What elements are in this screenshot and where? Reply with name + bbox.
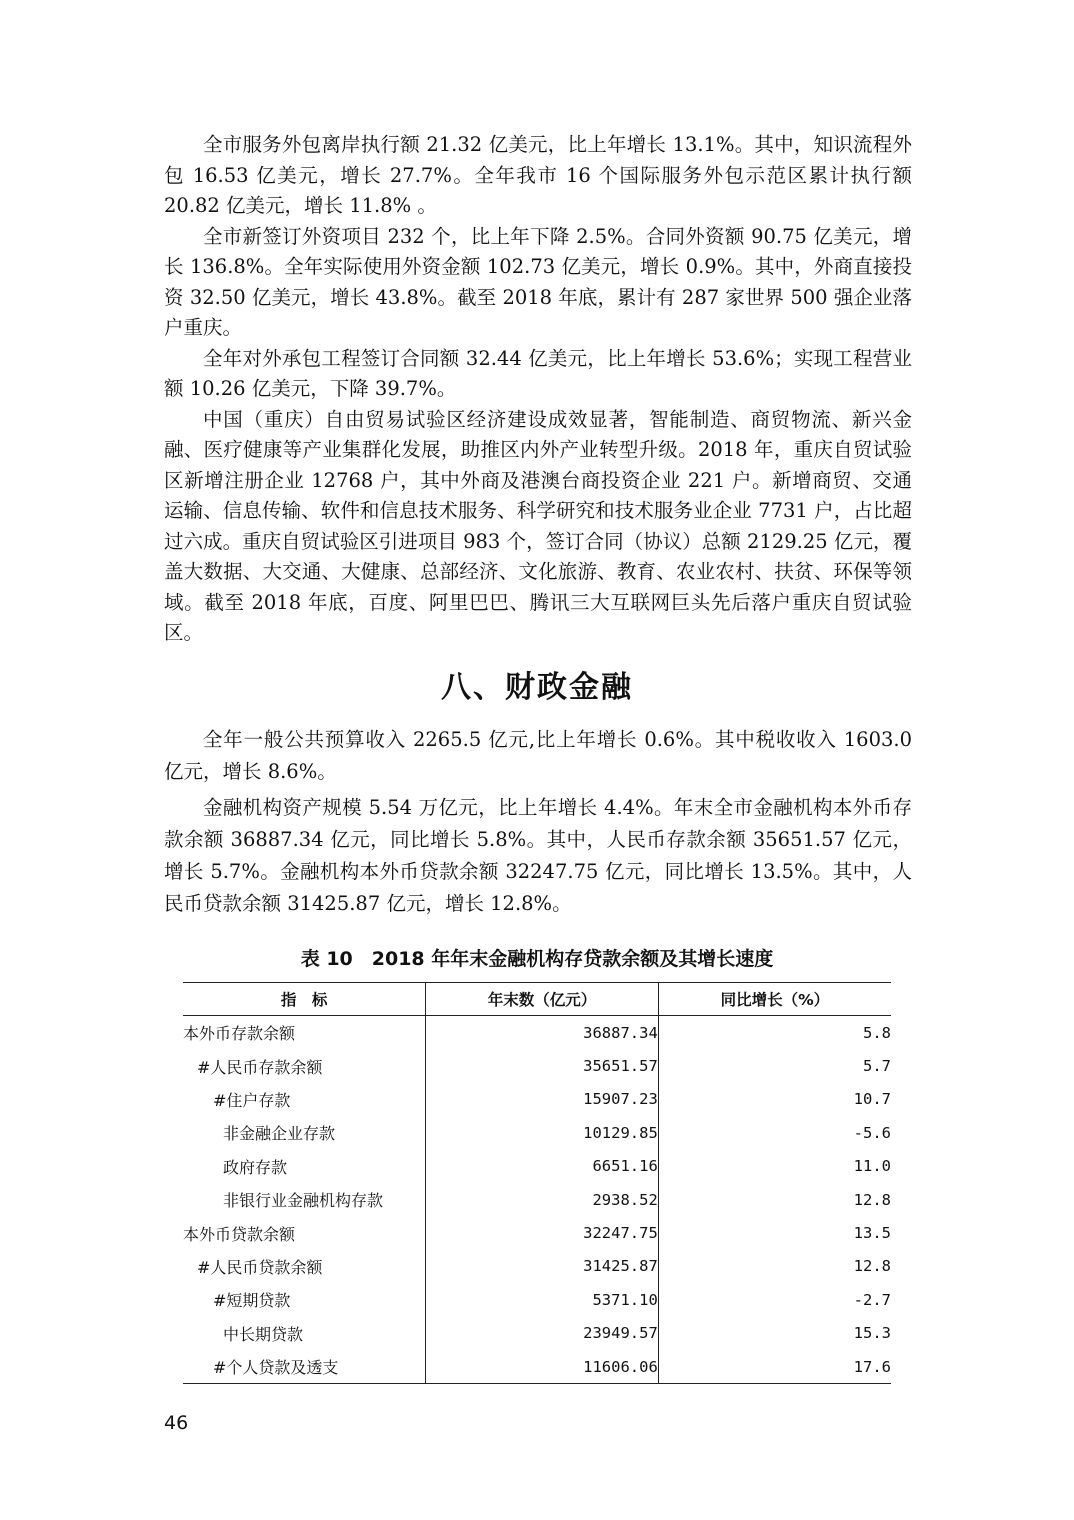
row-value: 10129.85 [426, 1116, 659, 1149]
row-label: #人民币存款余额 [197, 1057, 323, 1077]
section-heading: 八、财政金融 [441, 670, 633, 705]
paragraph-financial-institutions: 金融机构资产规模 5.54 万亿元，比上年增长 4.4%。年末全市金融机构本外币存款余额 36887.34 亿元，同比增长 5.8%。其中，人民币存款余额 35651.57 亿元，增长 5.7%。金融机构本外币贷款余额 32247.75 亿元，同比增长 13.5%。其中，人民币贷款余额 31425.87 亿元，增长 12.8%。 [164, 796, 912, 915]
row-label: 非金融企业存款 [223, 1124, 336, 1144]
row-growth: 15.3 [658, 1317, 891, 1350]
row-label: #个人贷款及透支 [183, 1350, 426, 1384]
row-label: 本外币存款余额 [183, 1024, 296, 1044]
row-value: 6651.16 [426, 1150, 659, 1183]
row-value: 2938.52 [426, 1183, 659, 1216]
row-growth: 11.0 [658, 1150, 891, 1183]
finance-section-text [164, 724, 912, 924]
row-label: #人民币贷款余额 [197, 1257, 323, 1277]
table-row [183, 1216, 891, 1249]
row-growth: 10.7 [658, 1083, 891, 1116]
row-value: 35651.57 [426, 1049, 659, 1082]
paragraph-overseas-contracting: 全年对外承包工程签订合同额 32.44 亿美元，比上年增长 53.6%；实现工程营业额 10.26 亿美元，下降 39.7%。 [164, 346, 912, 400]
table-row [183, 1049, 891, 1082]
row-value: 31425.87 [426, 1250, 659, 1283]
row-value: 5371.10 [426, 1283, 659, 1316]
row-label: 非银行业金融机构存款 [223, 1191, 384, 1211]
row-growth: 5.8 [658, 1016, 891, 1050]
table-row [183, 1016, 891, 1050]
header-year-end-value: 年末数（亿元） [426, 983, 659, 1016]
page-number: 46 [164, 1412, 189, 1434]
table-row [183, 1083, 891, 1116]
row-growth: 17.6 [658, 1350, 891, 1384]
row-growth: -5.6 [658, 1116, 891, 1149]
header-indicator: 指 标 [183, 983, 426, 1016]
table-header-row [183, 983, 891, 1016]
table-row [183, 1250, 891, 1283]
row-value: 15907.23 [426, 1083, 659, 1116]
row-growth: 12.8 [658, 1183, 891, 1216]
row-growth: 5.7 [658, 1049, 891, 1082]
paragraph-budget-revenue: 全年一般公共预算收入 2265.5 亿元,比上年增长 0.6%。其中税收收入 1603.0 亿元，增长 8.6%。 [164, 728, 912, 783]
deposits-loans-table [183, 982, 891, 1384]
row-label: #住户存款 [213, 1090, 291, 1110]
row-growth: 12.8 [658, 1250, 891, 1283]
table-caption: 表 10 2018 年年末金融机构存贷款余额及其增长速度 [300, 948, 774, 970]
row-value: 23949.57 [426, 1317, 659, 1350]
table-row [183, 1283, 891, 1316]
row-value: 36887.34 [426, 1016, 659, 1050]
paragraph-service-outsourcing: 全市服务外包离岸执行额 21.32 亿美元，比上年增长 13.1%。其中，知识流程外包 16.53 亿美元，增长 27.7%。全年我市 16 个国际服务外包示范区累计执行额 20.82 亿美元，增长 11.8% 。 [164, 133, 912, 217]
row-label: 中长期贷款 [223, 1324, 304, 1344]
table-row [183, 1317, 891, 1350]
row-growth: 13.5 [658, 1216, 891, 1249]
row-growth: -2.7 [658, 1283, 891, 1316]
table-row [183, 1183, 891, 1216]
table-row [183, 1150, 891, 1183]
header-growth-rate: 同比增长（%） [658, 983, 891, 1016]
row-value: 32247.75 [426, 1216, 659, 1249]
paragraph-foreign-investment: 全市新签订外资项目 232 个，比上年下降 2.5%。合同外资额 90.75 亿美元，增长 136.8%。全年实际使用外资金额 102.73 亿美元，增长 0.9%。其中，外商直接投资 32.50 亿美元，增长 43.8%。截至 2018 年底，累计有 287 家世界 500 强企业落户重庆。 [164, 224, 912, 339]
trade-section-text [164, 130, 912, 649]
row-label: 本外币贷款余额 [183, 1224, 296, 1244]
table-row [183, 1350, 891, 1384]
row-value: 11606.06 [426, 1350, 659, 1384]
row-label: 政府存款 [223, 1157, 288, 1177]
table-row [183, 1116, 891, 1149]
paragraph-free-trade-zone: 中国（重庆）自由贸易试验区经济建设成效显著，智能制造、商贸物流、新兴金融、医疗健康等产业集群化发展，助推区内外产业转型升级。2018 年，重庆自贸试验区新增注册企业 12768 户，其中外商及港澳台商投资企业 221 户。新增商贸、交通运输、信息传输、软件和信息技术服务、科学研究和技术服务业企业 7731 户，占比超过六成。重庆自贸试验区引进项目 983 个，签订合同（协议）总额 2129.25 亿元，覆盖大数据、大交通、大健康、总部经济、文化旅游、教育、农业农村、扶贫、环保等领域。截至 2018 年底，百度、阿里巴巴、腾讯三大互联网巨头先后落户重庆自贸试验区。 [164, 407, 912, 644]
row-label: #短期贷款 [213, 1291, 291, 1311]
